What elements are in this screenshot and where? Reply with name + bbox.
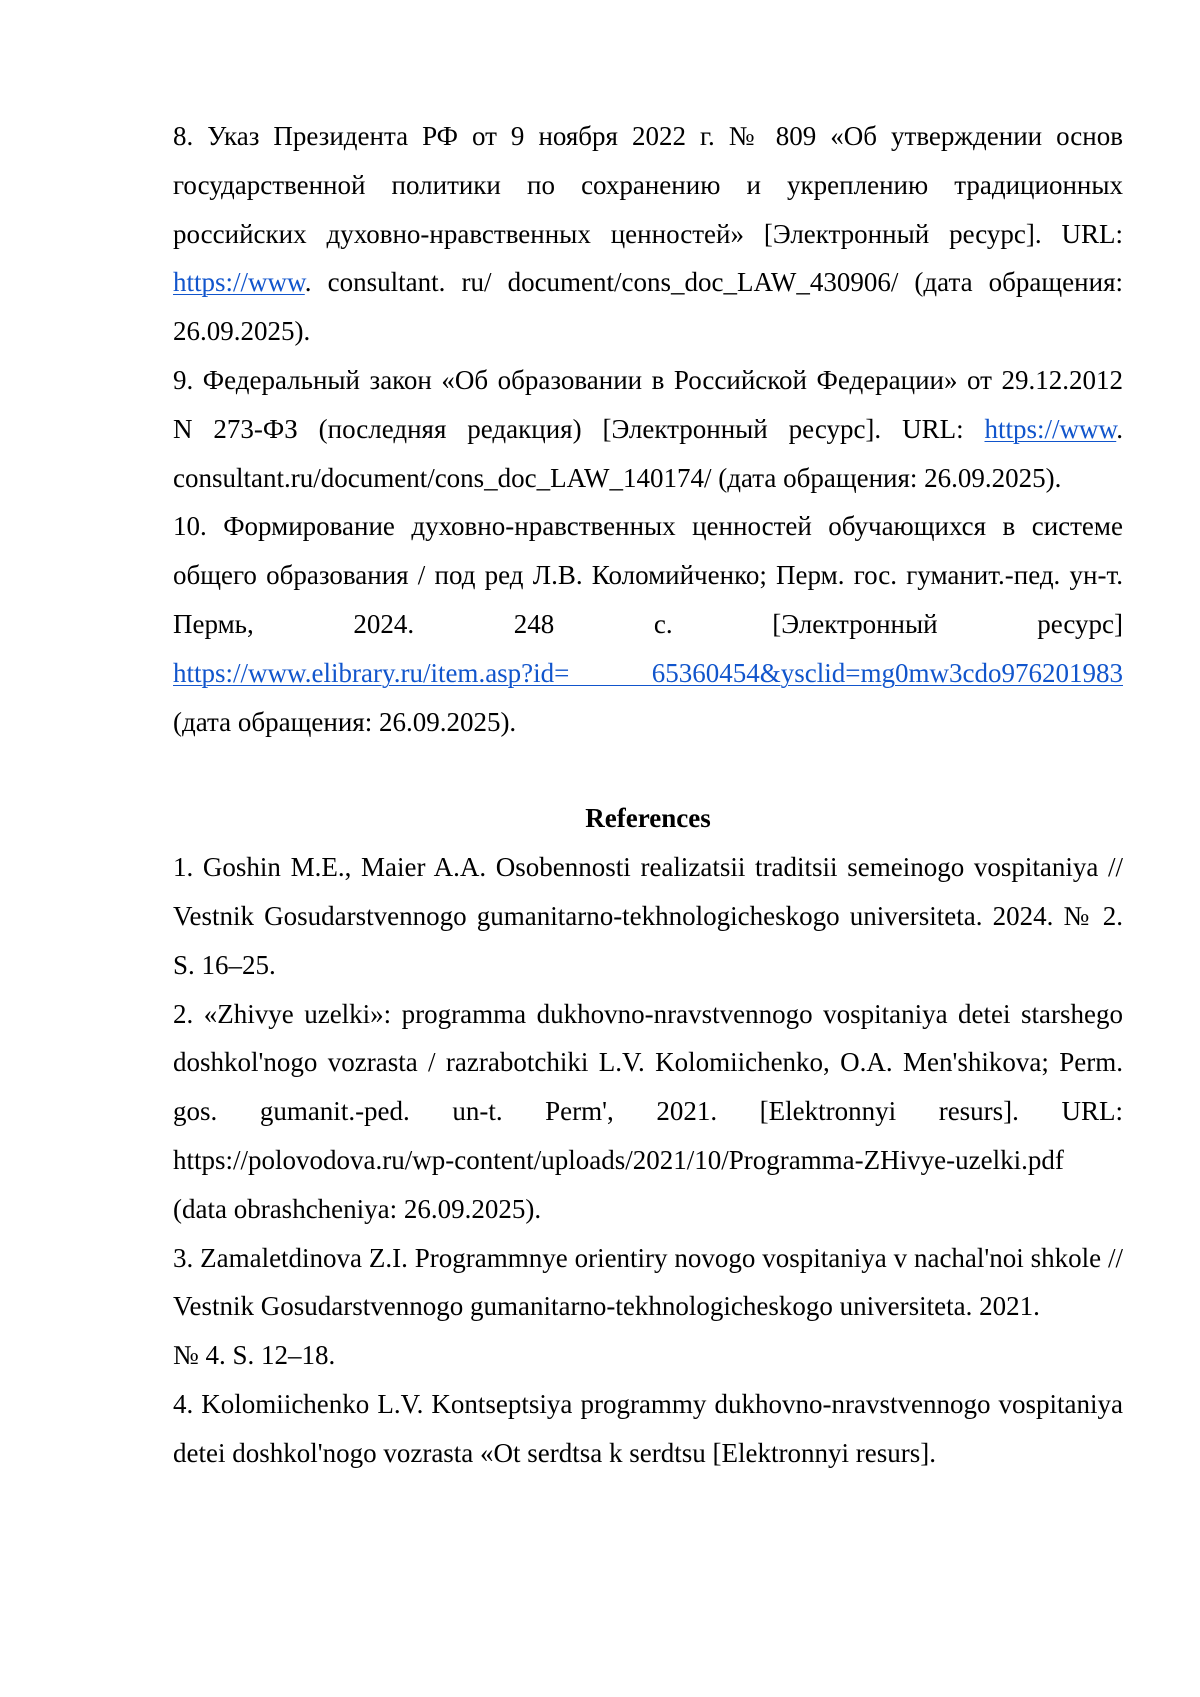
reference-text: 10. Формирование духовно-нравственных ценностей обучающихся в системе общего образования / под ред Л.В. Коломийченко; Перм. гос. гуманит.-пед. ун-т. Пермь, 2024. 248 с. [Электронный ресурс] [173, 511, 1123, 639]
reference-link[interactable]: https://www.elibrary.ru/item.asp?id= 65360454&ysclid=mg0mw3cdo976201983 [173, 657, 1123, 688]
reference-link[interactable]: https://www [173, 267, 305, 298]
document-page [173, 112, 1123, 1478]
reference-text: (дата обращения: 26.09.2025). [173, 706, 517, 737]
reference-entry-9 [173, 356, 1123, 502]
reference-text: . consultant. ru/ document/cons_doc_LAW_430906/ (дата обращения: 26.09.2025). [173, 267, 1123, 347]
en-reference-entry-2: 2. «Zhivye uzelki»: programma dukhovno-nravstvennogo vospitaniya detei starshego doshkol'nogo vozrasta / razrabotchiki L.V. Kolomiichenko, O.A. Men'shikova; Perm. gos. gumanit.-ped. un-t. Perm', 2021. [Elektronnyi resurs]. URL: https://polovodova.ru/wp-content/uploads/2021/10/Programma-ZHivye-uzelki.pdf (data obrashcheniya: 26.09.2025). [173, 998, 1123, 1224]
reference-entry-10 [173, 502, 1123, 746]
reference-text: 3. Zamaletdinova Z.I. Programmnye orientiry novogo vospitaniya v nachal'noi shkole // Vestnik Gosudarstvennogo gumanitarno-tekhnologicheskogo universiteta. 2021. [173, 1242, 1123, 1322]
en-reference-entry-1: 1. Goshin M.E., Maier A.A. Osobennosti realizatsii traditsii semeinogo vospitaniya // Vestnik Gosudarstvennogo gumanitarno-tekhnologicheskogo universiteta. 2024. № 2. S. 16–25. [173, 852, 1123, 980]
reference-entry-8 [173, 112, 1123, 356]
reference-text: 9. Федеральный закон «Об образовании в Российской Федерации» от 29.12.2012 N 273-ФЗ (последняя редакция) [Электронный ресурс]. URL: [173, 364, 1123, 444]
en-reference-entry-3 [173, 1234, 1123, 1380]
reference-text: 8. Указ Президента РФ от 9 ноября 2022 г. № 809 «Об утверждении основ государственной политики по сохранению и укреплению традиционных российских духовно-нравственных ценностей» [Электронный ресурс]. URL: [173, 121, 1123, 249]
reference-link[interactable]: https://www [984, 413, 1117, 444]
en-reference-entry-4: 4. Kolomiichenko L.V. Kontseptsiya programmy dukhovno-nravstvennogo vospitaniya detei doshkol'nogo vozrasta «Ot serdtsa k serdtsu [Elektronnyi resurs]. [173, 1388, 1123, 1468]
references-heading: References [585, 803, 711, 834]
reference-text: . consultant.ru/document/cons_doc_LAW_140174/ (дата обращения: 26.09.2025). [173, 413, 1123, 493]
section-gap [173, 746, 1123, 794]
reference-continuation: № 4. S. 12–18. [173, 1340, 336, 1371]
